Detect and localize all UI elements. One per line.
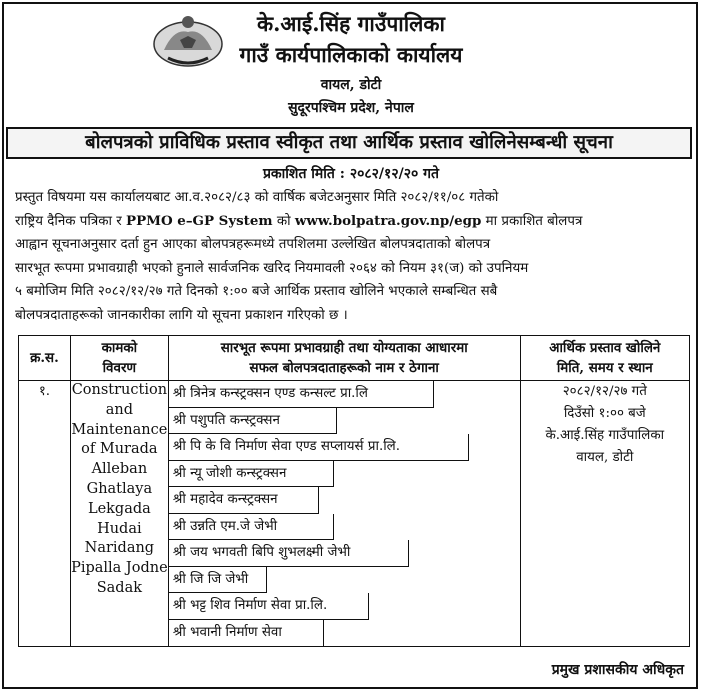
list-item: श्री भवानी निर्माण सेवा bbox=[169, 620, 324, 647]
row-sn: १. bbox=[19, 381, 71, 647]
bidders-cell bbox=[168, 381, 520, 647]
list-item: श्री भट्ट शिव निर्माण सेवा प्रा.लि. bbox=[169, 593, 369, 620]
list-item: श्री त्रिनेत्र कन्स्ट्रक्सन एण्ड कन्सल्ट प्रा.लि bbox=[169, 381, 434, 408]
municipality-title: के.आई.सिंह गाउँपालिका bbox=[256, 11, 445, 36]
list-item: श्री महादेव कन्स्ट्रक्सन bbox=[169, 487, 319, 514]
bidders-list bbox=[169, 381, 520, 646]
table-row bbox=[19, 381, 690, 647]
ppmo-system: PPMO e–GP System bbox=[126, 212, 273, 229]
bolpatra-url: www.bolpatra.gov.np/egp bbox=[294, 212, 482, 229]
list-item: श्री जय भगवती बिपि शुभलक्ष्मी जेभी bbox=[169, 540, 409, 567]
notice-body bbox=[15, 186, 691, 327]
province-name: सुदूरपश्चिम प्रदेश, नेपाल bbox=[288, 100, 414, 116]
table-header-row bbox=[19, 336, 690, 381]
list-item: श्री जि जि जेभी bbox=[169, 567, 267, 594]
body-line-3: आह्वान सूचनाअनुसार दर्ता हुन आएका बोलपत्रहरूमध्ये तपशिलमा उल्लेखित बोलपत्रदाताको बोलपत्र bbox=[15, 237, 491, 252]
header-sn: क्र.स. bbox=[19, 336, 71, 381]
office-location: वायल, डोटी bbox=[320, 77, 382, 93]
header-work: कामको विवरण bbox=[70, 336, 168, 381]
bidders-table bbox=[18, 335, 690, 647]
body-line-5: ५ बमोजिम मिति २०८२/१२/२७ गते दिनको १:०० बजे आर्थिक प्रस्ताव खोलिने भएकाले सम्बन्धित सबै bbox=[15, 284, 498, 299]
body-line-4: सारभूत रूपमा प्रभावग्राही भएको हुनाले सार्वजनिक खरिद नियमावली २०६४ को नियम ३१(ज) को उपनियम bbox=[15, 260, 529, 276]
body-line-2: राष्ट्रिय दैनिक पत्रिका र PPMO e–GP System को www.bolpatra.gov.np/egp मा प्रकाशित बोलपत्र bbox=[15, 212, 583, 229]
body-line-1: प्रस्तुत विषयमा यस कार्यालयबाट आ.व.२०८२/८३ को वार्षिक बजेटअनुसार मिति २०८२/११/०८ गतेको bbox=[15, 190, 499, 205]
signatory-title: प्रमुख प्रशासकीय अधिकृत bbox=[551, 662, 684, 678]
opening-details: २०८२/१२/२७ गते दिउँसो १:०० बजे के.आई.सिंह गाउँपालिका वायल, डोटी bbox=[520, 381, 689, 647]
list-item: श्री उन्नति एम.जे जेभी bbox=[169, 514, 334, 541]
published-date: प्रकाशित मिति : २०८२/१२/२० गते bbox=[262, 166, 440, 182]
body-line-6: बोलपत्रदाताहरूको जानकारीका लागि यो सूचना प्रकाशन गरिएको छ । bbox=[15, 307, 348, 323]
header-opening: आर्थिक प्रस्ताव खोलिने मिति, समय र स्थान bbox=[520, 336, 689, 381]
list-item: श्री पि के वि निर्माण सेवा एण्ड सप्लायर्स प्रा.लि. bbox=[169, 434, 469, 461]
list-item: श्री न्यू जोशी कन्स्ट्रक्सन bbox=[169, 461, 334, 488]
office-title: गाउँ कार्यपालिकाको कार्यालय bbox=[239, 42, 463, 67]
work-description: Construction and Maintenance of Murada Alleban Ghatlaya Lekgada Hudai Naridang Pipalla Jodne Sadak bbox=[70, 381, 168, 647]
notice-title-banner: बोलपत्रको प्राविधिक प्रस्ताव स्वीकृत तथा आर्थिक प्रस्ताव खोलिनेसम्बन्धी सूचना bbox=[6, 127, 692, 159]
header-bidders: सारभूत रूपमा प्रभावग्राही तथा योग्यताका आधारमा सफल बोलपत्रदाताहरूको नाम र ठेगाना bbox=[168, 336, 520, 381]
list-item: श्री पशुपति कन्स्ट्रक्सन bbox=[169, 408, 337, 435]
